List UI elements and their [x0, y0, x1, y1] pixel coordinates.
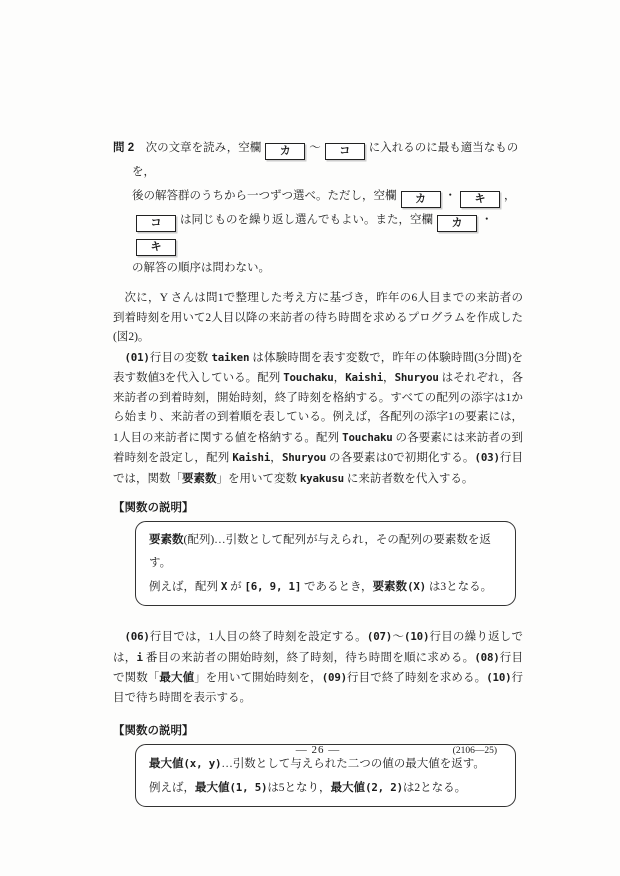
text-segment: ，: [270, 452, 282, 464]
text-segment: 次の文章を読み，空欄: [134, 142, 262, 154]
text-segment: ～: [309, 142, 321, 154]
page-footer: [113, 744, 523, 756]
text-segment: 例えば，配列: [149, 581, 221, 593]
answer-blank-box-コ: コ: [325, 143, 365, 160]
code-segment: (09): [321, 671, 347, 684]
answer-blank-box-キ: キ: [460, 191, 500, 208]
function-yosuu-example: [149, 575, 503, 599]
code-segment: (1, 5): [229, 781, 268, 794]
text-segment: …引数として与えられた二つの値の最大値を返す。: [221, 758, 485, 770]
bold-segment: 要素数: [372, 581, 408, 593]
text-segment: ，: [504, 190, 516, 202]
text-segment: 次に，Y さんは問1で整理した考え方に基づき，昨年の6人目までの来訪者の到着時刻を用いて2人目以降の来訪者の待ち時間を求めるプログラムを作成した(図2)。: [113, 292, 523, 343]
bold-segment: 最大値: [330, 782, 366, 794]
text-segment: は2となる。: [402, 782, 467, 794]
paragraph-program-intro: [113, 289, 523, 348]
text-segment: ・: [481, 214, 493, 226]
text-segment: ，: [333, 372, 346, 384]
function-description-heading-2: 【関数の説明】: [113, 725, 194, 737]
text-segment: ～: [392, 631, 405, 643]
text-segment: 行目で待ち時間を表示する。: [113, 672, 524, 704]
bold-segment: 最大値: [195, 782, 230, 794]
answer-blank-box-カ: カ: [437, 215, 477, 232]
code-segment: Touchaku: [283, 371, 334, 384]
text-segment: 行目で終了時刻を求める。: [346, 672, 487, 684]
code-segment: Kaishi: [345, 371, 383, 384]
text-segment: の解答の順序は問わない。: [132, 262, 270, 274]
function-description-box-yosuu: [135, 521, 516, 606]
code-segment: (03): [474, 451, 500, 464]
paragraph-lines-06-10-description: [113, 627, 523, 708]
text-segment: 例えば，: [149, 782, 195, 794]
function-description-heading-1: 【関数の説明】: [113, 502, 194, 514]
code-segment: (01): [124, 350, 150, 364]
answer-blank-box-カ: カ: [265, 143, 305, 160]
text-segment: 」を用いて変数: [216, 472, 300, 485]
code-segment: [6, 9, 1]: [244, 580, 302, 593]
text-segment: 行目の変数: [149, 351, 212, 364]
code-segment: (X): [407, 580, 426, 593]
code-segment: kyakusu: [299, 471, 344, 485]
code-segment: (x, y): [183, 757, 222, 770]
code-segment: taiken: [211, 350, 250, 364]
code-segment: (2, 2): [365, 781, 403, 794]
text-segment: (配列)…引数として配列が与えられ，その配列の要素数を返す。: [149, 534, 491, 569]
text-segment: 番目の来訪者の開始時刻，終了時刻，待ち時間を順に求める。: [142, 651, 475, 664]
document-code: (2106—25): [452, 746, 497, 756]
code-segment: (08): [474, 650, 500, 664]
code-segment: i: [136, 650, 143, 664]
code-segment: (07): [366, 630, 393, 643]
answer-blank-box-カ: カ: [401, 191, 441, 208]
code-segment: X: [220, 580, 228, 593]
bold-segment: 要素数: [182, 472, 217, 485]
text-segment: は同じものを繰り返し選んでもよい。また，空欄: [180, 214, 433, 226]
answer-blank-box-キ: キ: [136, 239, 176, 256]
code-segment: (10): [486, 671, 512, 684]
answer-blank-box-コ: コ: [136, 215, 176, 232]
bold-segment: 問 2: [113, 142, 135, 154]
code-segment: Shuryou: [281, 451, 327, 464]
question-2-statement: [113, 136, 523, 280]
text-segment: に入れるのに最も適当なものを，: [132, 142, 519, 178]
bold-segment: 要素数: [149, 534, 184, 546]
code-segment: Touchaku: [342, 430, 393, 444]
bold-segment: 最大値: [149, 758, 184, 770]
text-segment: はそれぞれ，各来訪者の到着時刻，開始時刻，終了時刻を格納する。すべての配列の添字は1から始まり、来訪者の到着順を表している。例えば，各配列の添字1の要素には，1人目の来訪者に関する値を格納する。配列: [113, 372, 524, 444]
code-segment: Shuryou: [394, 371, 439, 384]
paragraph-lines-01-03-description: [113, 348, 523, 490]
text-segment: 行目で関数「: [113, 651, 524, 684]
text-segment: ・: [444, 190, 456, 202]
text-segment: 行目では，関数「: [113, 452, 524, 485]
text-segment: 後の解答群のうちから一つずつ選べ。ただし，空欄: [132, 190, 397, 202]
text-segment: 」を用いて開始時刻を，: [194, 672, 322, 684]
text-segment: ，: [383, 372, 395, 384]
page-content: [113, 136, 523, 807]
text-segment: の各要素には来訪者の到着時刻を設定し，配列: [113, 431, 523, 464]
page-number: — 26 —: [295, 744, 341, 756]
function-saidaichi-example: [149, 776, 503, 800]
text-segment: の各要素は0で初期化する。: [326, 452, 475, 464]
text-segment: は5となり，: [267, 782, 331, 794]
text-segment: 行目の繰り返しでは，: [113, 631, 524, 664]
code-segment: (10): [404, 630, 430, 643]
text-segment: に来訪者数を代入する。: [343, 472, 474, 485]
text-segment: は3となる。: [425, 581, 493, 593]
function-yosuu-definition: [149, 529, 503, 575]
code-segment: Kaishi: [232, 451, 271, 464]
text-segment: が: [227, 581, 245, 593]
text-segment: は体験時間を表す変数で，昨年の体験時間(3分間)を表す数値3を代入している。配列: [113, 351, 523, 384]
code-segment: (06): [124, 630, 150, 643]
text-segment: であるとき，: [301, 581, 373, 593]
bold-segment: 最大値: [159, 672, 195, 684]
text-segment: 行目では，1人目の終了時刻を設定する。: [149, 631, 367, 643]
